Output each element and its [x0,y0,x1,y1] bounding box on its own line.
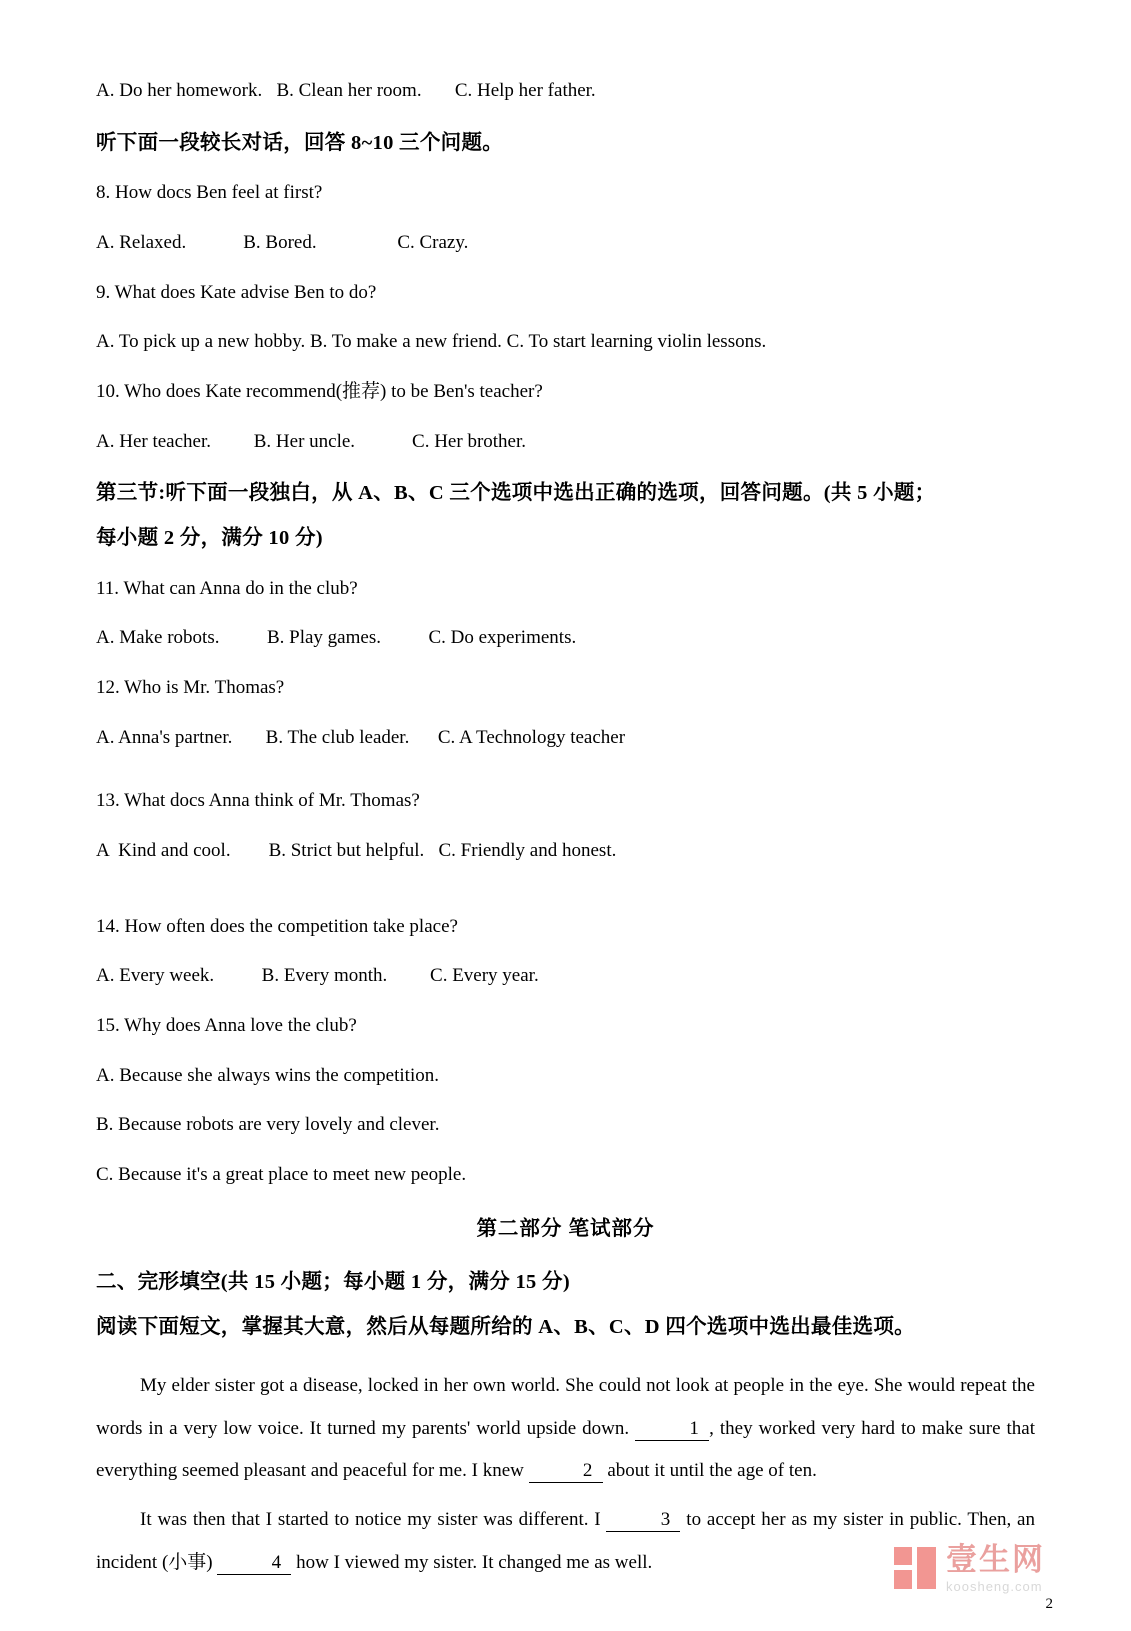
question-14-stem: 14. How often does the competition take place? [96,915,458,937]
question-12-options: A. Anna's partner. B. The club leader. C. A Technology teacher [96,726,626,748]
section-three-heading-line2: 每小题 2 分，满分 10 分) [96,526,323,549]
cloze-heading: 二、完形填空(共 15 小题；每小题 1 分，满分 15 分) [96,1271,570,1294]
cloze-instruction: 阅读下面短文，掌握其大意，然后从每题所给的 A、B、C、D 四个选项中选出最佳选项。 [96,1316,915,1339]
question-13-stem: 13. What docs Anna think of Mr. Thomas? [96,790,420,812]
question-9-options: A. To pick up a new hobby. B. To make a new friend. C. To start learning violin lessons. [96,331,767,353]
cloze-blank-3[interactable]: 3 [606,1510,680,1532]
cloze-blank-2[interactable]: 2 [529,1461,603,1483]
spacer [96,774,1035,788]
question-11-options: A. Make robots. B. Play games. C. Do experiments. [96,627,577,649]
cloze-p2-segment-3: how I viewed my sister. It changed me as well. [291,1551,653,1573]
question-8-options: A. Relaxed. B. Bored. C. Crazy. [96,232,469,254]
question-14-options: A. Every week. B. Every month. C. Every year. [96,965,539,987]
cloze-p2-segment-2: to accept her as my sister in public. Then, an incident (小事) [96,1509,1040,1573]
spacer [96,888,1035,914]
cloze-paragraph-1 [96,1365,1040,1493]
question-15-option-a: A. Because she always wins the competition. [96,1064,439,1086]
question-10-options: A. Her teacher. B. Her uncle. C. Her brother. [96,430,527,452]
cloze-paragraph-2 [96,1499,1040,1585]
cloze-blank-1[interactable]: 1 [635,1419,709,1441]
question-7-options: A. Do her homework. B. Clean her room. C. Help her father. [96,80,596,101]
cloze-p1-segment-1: My elder sister got a disease, locked in her own world. She could not look at people in the eye. She would repeat the words in a very low voice. It turned my parents' world upside down. [96,1374,1040,1439]
section-three-heading-line1: 第三节:听下面一段独白，从 A、B、C 三个选项中选出正确的选项，回答问题。(共 5 小题； [96,482,936,505]
question-12-stem: 12. Who is Mr. Thomas? [96,677,285,699]
page-number: 2 [1045,1595,1053,1612]
question-10-stem: 10. Who does Kate recommend(推荐) to be Ben's teacher? [96,380,543,402]
question-8-stem: 8. How docs Ben feel at first? [96,182,323,204]
part-two-title: 第二部分 笔试部分 [476,1218,655,1241]
cloze-blank-4[interactable]: 4 [217,1553,291,1575]
question-11-stem: 11. What can Anna do in the club? [96,577,358,599]
question-15-stem: 15. Why does Anna love the club? [96,1014,357,1036]
watermark-brand-en: koosheng.com [946,1578,1043,1594]
cloze-p2-segment-1: It was then that I started to notice my sister was different. I [140,1509,607,1531]
question-13-options: A Kind and cool. B. Strict but helpful. C. Friendly and honest. [96,839,617,861]
watermark-brand-cn: 壹生网 [946,1541,1045,1577]
long-dialogue-heading: 听下面一段较长对话，回答 8~10 三个问题。 [96,131,504,154]
question-15-option-c: C. Because it's a great place to meet new people. [96,1163,467,1185]
cloze-p1-segment-2: , they worked very hard to make sure that everything seemed pleasant and peaceful for me. I knew [96,1417,1040,1482]
question-15-option-b: B. Because robots are very lovely and clever. [96,1114,440,1136]
cloze-p1-segment-3: about it until the age of ten. [602,1460,817,1482]
question-9-stem: 9. What does Kate advise Ben to do? [96,281,377,303]
